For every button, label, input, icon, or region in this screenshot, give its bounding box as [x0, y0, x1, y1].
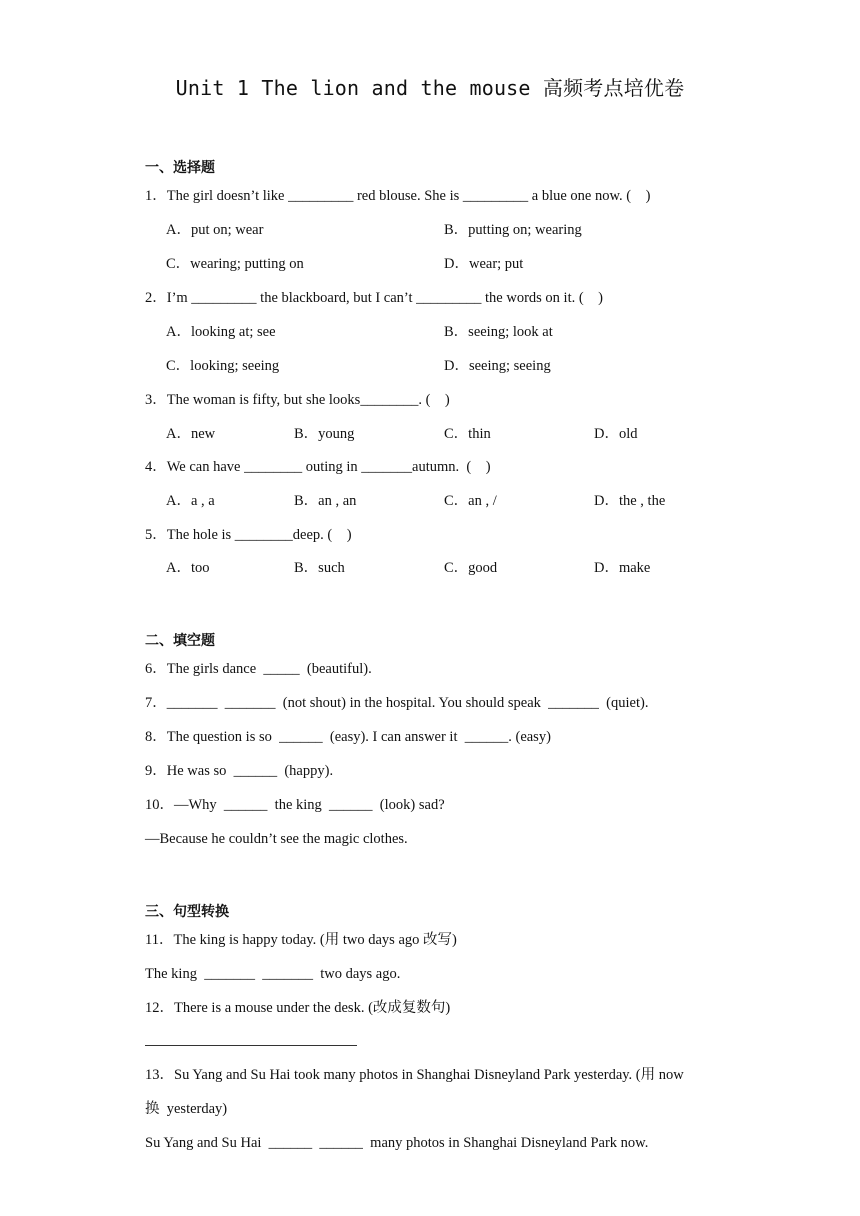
question-2-option-b: B．seeing; look at	[444, 324, 553, 340]
question-13-answer-line: Su Yang and Su Hai ______ ______ many photos in Shanghai Disneyland Park now.	[145, 1135, 649, 1151]
question-13-continued: 换 yesterday)	[145, 1101, 228, 1117]
question-1-option-b: B．putting on; wearing	[444, 222, 582, 238]
question-2-option-d: D．seeing; seeing	[444, 358, 551, 374]
question-4-option-d: D．the , the	[594, 493, 666, 509]
question-3-option-c: C．thin	[444, 426, 491, 442]
answer-underline	[145, 1045, 357, 1046]
question-5-option-d: D．make	[594, 560, 651, 576]
question-11: 11．The king is happy today. (用 two days ago 改写)	[145, 932, 457, 948]
question-5-option-a: A．too	[166, 560, 210, 576]
question-9: 9．He was so ______ (happy).	[145, 763, 334, 779]
question-2-option-c: C．looking; seeing	[166, 358, 280, 374]
question-6: 6．The girls dance _____ (beautiful).	[145, 661, 372, 677]
question-1-option-c: C．wearing; putting on	[166, 256, 304, 272]
question-3-stem: 3．The woman is fifty, but she looks________. ( )	[145, 392, 450, 408]
question-3-option-b: B．young	[294, 426, 355, 442]
question-5-stem: 5．The hole is ________deep. ( )	[145, 527, 352, 543]
question-5-option-b: B．such	[294, 560, 345, 576]
question-1-option-a: A．put on; wear	[166, 222, 264, 238]
question-10-reply: —Because he couldn’t see the magic clothes.	[145, 831, 408, 847]
question-12: 12．There is a mouse under the desk. (改成复数句)	[145, 1000, 451, 1016]
question-4-option-b: B．an , an	[294, 493, 357, 509]
question-8: 8．The question is so ______ (easy). I can answer it ______. (easy)	[145, 729, 551, 745]
section-heading-fill-blank: 二、填空题	[145, 633, 215, 649]
page-title: Unit 1 The lion and the mouse 高频考点培优卷	[175, 76, 685, 100]
question-3-option-d: D．old	[594, 426, 638, 442]
question-4-option-c: C．an , /	[444, 493, 497, 509]
question-3-option-a: A．new	[166, 426, 216, 442]
question-2-stem: 2．I’m _________ the blackboard, but I can’t _________ the words on it. ( )	[145, 290, 604, 306]
question-2-option-a: A．looking at; see	[166, 324, 276, 340]
question-11-answer-line: The king _______ _______ two days ago.	[145, 966, 401, 982]
question-4-stem: 4．We can have ________ outing in _______autumn. ( )	[145, 459, 491, 475]
question-1-option-d: D．wear; put	[444, 256, 524, 272]
question-13: 13．Su Yang and Su Hai took many photos in Shanghai Disneyland Park yesterday. (用 now	[145, 1067, 684, 1083]
question-5-option-c: C．good	[444, 560, 498, 576]
question-10: 10．—Why ______ the king ______ (look) sad?	[145, 797, 445, 813]
question-4-option-a: A．a , a	[166, 493, 215, 509]
question-1-stem: 1．The girl doesn’t like _________ red blouse. She is _________ a blue one now. ( )	[145, 188, 651, 204]
section-heading-choice: 一、选择题	[145, 160, 215, 176]
section-heading-sentence-transform: 三、句型转换	[145, 904, 229, 920]
question-7: 7．_______ _______ (not shout) in the hospital. You should speak _______ (quiet).	[145, 695, 649, 711]
